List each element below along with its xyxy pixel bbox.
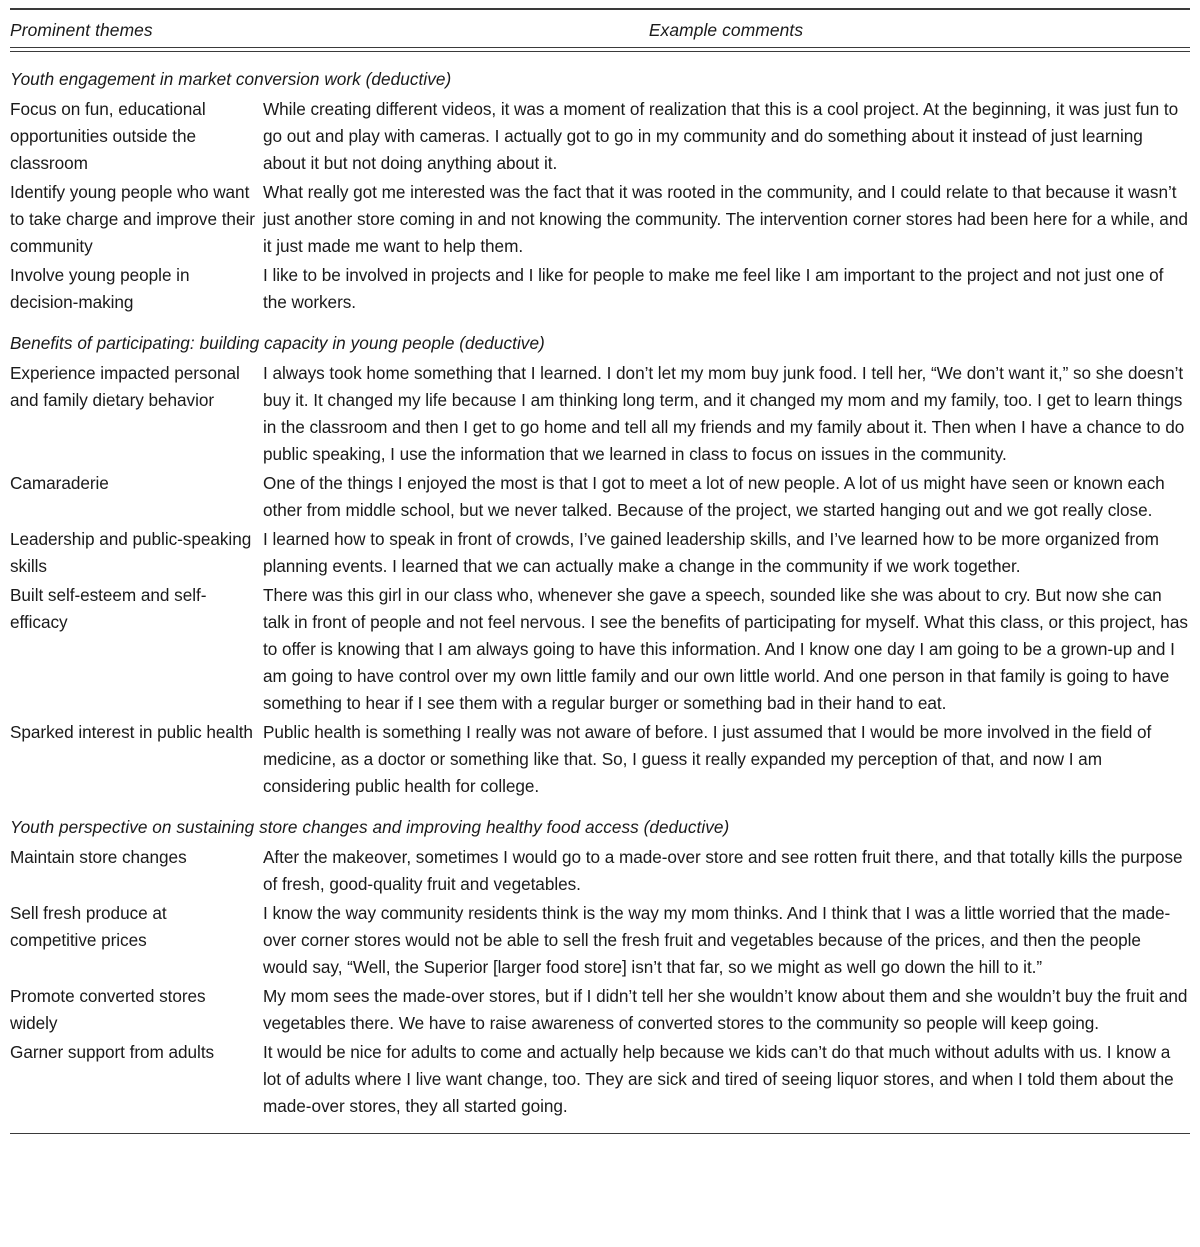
table-header-rule-upper — [10, 47, 1190, 49]
comment-cell: I always took home something that I learned. I don’t let my mom buy junk food. I tell her, “We don’t want it,” so she doesn’t buy it. It changed my life because I am thinking long term, and it changed my mom and my family, too. I get to learn things in the classroom and then I get to go home and tell all my friends and my family about it. Then when I have a chance to do public speaking, I use the information that we learned in class to focus on issues in the community. — [263, 362, 1185, 464]
comment-cell: I know the way community residents think is the way my mom thinks. And I think that I was a little worried that the made-over corner stores would not be able to sell the fresh fruit and vegetables because of the prices, and then the people would say, “Well, the Superior [larger food store] isn’t that far, so we might as well go down the hill to it.” — [263, 902, 1171, 977]
comment-cell: It would be nice for adults to come and actually help because we kids can’t do that much without adults with us. I know a lot of adults where I live want change, too. They are sick and tired of seeing liquor stores, and when I told them about the made-over stores, they all started going. — [263, 1041, 1174, 1116]
theme-cell: Sell fresh produce at competitive prices — [10, 902, 167, 950]
comment-cell: My mom sees the made-over stores, but if I didn’t tell her she wouldn’t know about them and she wouldn’t buy the fruit and vegetables there. We have to raise awareness of converted stores to the community so people will keep going. — [263, 985, 1188, 1033]
theme-cell: Sparked interest in public health — [10, 721, 253, 742]
section-heading: Benefits of participating: building capacity in young people (deductive) — [10, 332, 545, 353]
qualitative-themes-table — [0, 8, 1200, 1247]
comment-cell: While creating different videos, it was a moment of realization that this is a cool project. At the beginning, it was just fun to go out and play with cameras. I actually got to go in my community and do something about it instead of just learning about it but not doing anything about it. — [263, 98, 1179, 173]
theme-cell: Leadership and public-speaking skills — [10, 528, 252, 576]
table-row — [10, 360, 1190, 470]
theme-cell: Focus on fun, educational opportunities outside the classroom — [10, 98, 206, 173]
table-row — [10, 900, 1190, 983]
theme-cell: Identify young people who want to take charge and improve their community — [10, 181, 255, 256]
table-row — [10, 983, 1190, 1039]
table-row — [10, 844, 1190, 900]
theme-cell: Built self-esteem and self-efficacy — [10, 584, 207, 632]
comment-cell: What really got me interested was the fact that it was rooted in the community, and I could relate to that because it wasn’t just another store coming in and not knowing the community. The intervention corner stores had been here for a while, and it just made me want to help them. — [263, 181, 1188, 256]
theme-cell: Garner support from adults — [10, 1041, 215, 1062]
table-row — [10, 719, 1190, 802]
comment-cell: There was this girl in our class who, whenever she gave a speech, sounded like she was about to cry. But now she can talk in front of people and not feel nervous. I see the benefits of participating for myself. What this class, or this project, has to offer is knowing that I am always going to have this information. And I know one day I am going to be a grown-up and I am going to have control over my own little family and our own little world. And one person in that family is going to have something to hear if I see them with a regular burger or something bad in their hand to eat. — [263, 584, 1188, 713]
theme-cell: Camaraderie — [10, 472, 109, 493]
comment-cell: I like to be involved in projects and I like for people to make me feel like I am important to the project and not just one of the workers. — [263, 264, 1164, 312]
table-row — [10, 1039, 1190, 1122]
table-row — [10, 262, 1190, 318]
theme-cell: Experience impacted personal and family dietary behavior — [10, 362, 240, 410]
comment-cell: I learned how to speak in front of crowds, I’ve gained leadership skills, and I’ve learned how to be more organized from planning events. I learned that we can actually make a change in the community if we work together. — [263, 528, 1159, 576]
table-row — [10, 179, 1190, 262]
comment-cell: One of the things I enjoyed the most is that I got to meet a lot of new people. A lot of us might have seen or known each other from middle school, but we never talked. Because of the project, we started hanging out and we got really close. — [263, 472, 1165, 520]
comment-cell: After the makeover, sometimes I would go to a made-over store and see rotten fruit there, and that totally kills the purpose of fresh, good-quality fruit and vegetables. — [263, 846, 1183, 894]
table-row — [10, 582, 1190, 719]
theme-cell: Involve young people in decision-making — [10, 264, 190, 312]
table-row — [10, 96, 1190, 179]
table-bottom-rule — [10, 1133, 1190, 1135]
column-header-comments: Example comments — [648, 19, 804, 40]
theme-cell: Promote converted stores widely — [10, 985, 206, 1033]
section-heading: Youth engagement in market conversion work (deductive) — [10, 68, 452, 89]
table-row — [10, 526, 1190, 582]
section-heading: Youth perspective on sustaining store changes and improving healthy food access (deductive) — [10, 816, 730, 837]
table-header-row — [10, 10, 1190, 41]
column-header-themes: Prominent themes — [10, 19, 153, 40]
comment-cell: Public health is something I really was not aware of before. I just assumed that I would be more involved in the field of medicine, as a doctor or something like that. So, I guess it really expanded my perception of that, and now I am considering public health for college. — [263, 721, 1152, 796]
table-row — [10, 470, 1190, 526]
theme-cell: Maintain store changes — [10, 846, 187, 867]
